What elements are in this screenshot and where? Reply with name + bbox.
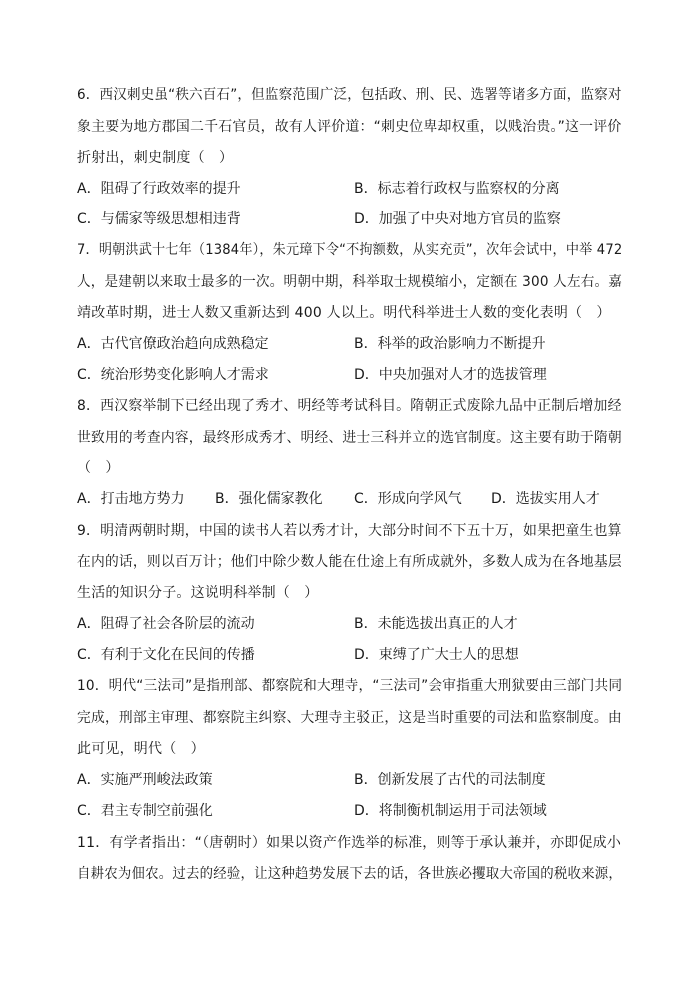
q8-option-d: D．选拔实用人才 [491,491,600,507]
q10-stem-line-3: 此可见，明代（ ） [77,741,205,757]
q7-option-b: B．科举的政治影响力不断提升 [354,336,546,352]
q8-option-b: B．强化儒家教化 [215,491,323,507]
q9-stem-line-2: 在内的话，则以百万计；他们中除少数人能在仕途上有所成就外，多数人成为在各地基层 [77,554,622,570]
q11-stem-line-1: 11．有学者指出：“（唐朝时）如果以资产作选举的标准，则等于承认兼并，亦即促成小 [77,835,622,851]
q10-option-c: C．君主专制空前强化 [77,803,213,819]
q7-option-c: C．统治形势变化影响人才需求 [77,367,269,383]
q8-option-a: A．打击地方势力 [77,491,185,507]
q6-option-a: A．阻碍了行政效率的提升 [77,181,241,197]
q6-stem-line-2: 象主要为地方郡国二千石官员，故有人评价道：“刺史位卑却权重，以贱治贵。”这一评价 [77,119,622,135]
q7-option-a: A．古代官僚政治趋向成熟稳定 [77,336,269,352]
q7-option-d: D．中央加强对人才的选拔管理 [354,367,547,383]
q9-option-b: B．未能选拔出真正的人才 [354,616,518,632]
q6-stem-line-3: 折射出，刺史制度（ ） [77,150,234,166]
q10-stem-line-2: 完成，刑部主审理、都察院主纠察、大理寺主驳正，这是当时重要的司法和监察制度。由 [77,710,622,726]
q10-option-b: B．创新发展了古代的司法制度 [354,772,546,788]
q8-option-c: C．形成向学风气 [354,491,462,507]
q11-stem-line-2: 自耕农为佃农。过去的经验，让这种趋势发展下去的话，各世族必攫取大帝国的税收来源， [77,866,622,882]
q7-stem-line-2: 人，是建朝以来取士最多的一次。明朝中期，科举取士规模缩小，定额在 300 人左右。嘉 [77,274,623,290]
q9-option-a: A．阻碍了社会各阶层的流动 [77,616,255,632]
q9-option-c: C．有利于文化在民间的传播 [77,647,255,663]
q9-option-d: D．束缚了广大士人的思想 [354,647,519,663]
q9-stem-line-1: 9．明清两朝时期，中国的读书人若以秀才计，大部分时间不下五十万，如果把童生也算 [77,523,622,539]
q8-stem-line-2: 世致用的考查内容，最终形成秀才、明经、进士三科并立的选官制度。这主要有助于隋朝 [77,430,622,446]
q8-stem-line-3: （ ） [77,460,120,476]
q10-option-a: A．实施严刑峻法政策 [77,772,213,788]
q6-option-d: D．加强了中央对地方官员的监察 [354,211,561,227]
q6-option-c: C．与儒家等级思想相违背 [77,211,241,227]
q7-stem-line-1: 7．明朝洪武十七年（1384年），朱元璋下令“不拘额数，从实充贡”，次年会试中，中举 472 [77,242,623,258]
q10-option-d: D．将制衡机制运用于司法领域 [354,803,547,819]
q6-stem-line-1: 6．西汉刺史虽“秩六百石”，但监察范围广泛，包括政、刑、民、选署等诸多方面，监察对 [77,87,622,103]
q8-stem-line-1: 8．西汉察举制下已经出现了秀才、明经等考试科目。隋朝正式废除九品中正制后增加经 [77,398,622,414]
q6-option-b: B．标志着行政权与监察权的分离 [354,181,560,197]
q9-stem-line-3: 生活的知识分子。这说明科举制（ ） [77,585,319,601]
q10-stem-line-1: 10．明代“三法司”是指刑部、都察院和大理寺，“三法司”会审指重大刑狱要由三部门共同 [77,678,623,694]
q7-stem-line-3: 靖改革时期，进士人数又重新达到 400 人以上。明代科举进士人数的变化表明（ ） [77,305,611,321]
